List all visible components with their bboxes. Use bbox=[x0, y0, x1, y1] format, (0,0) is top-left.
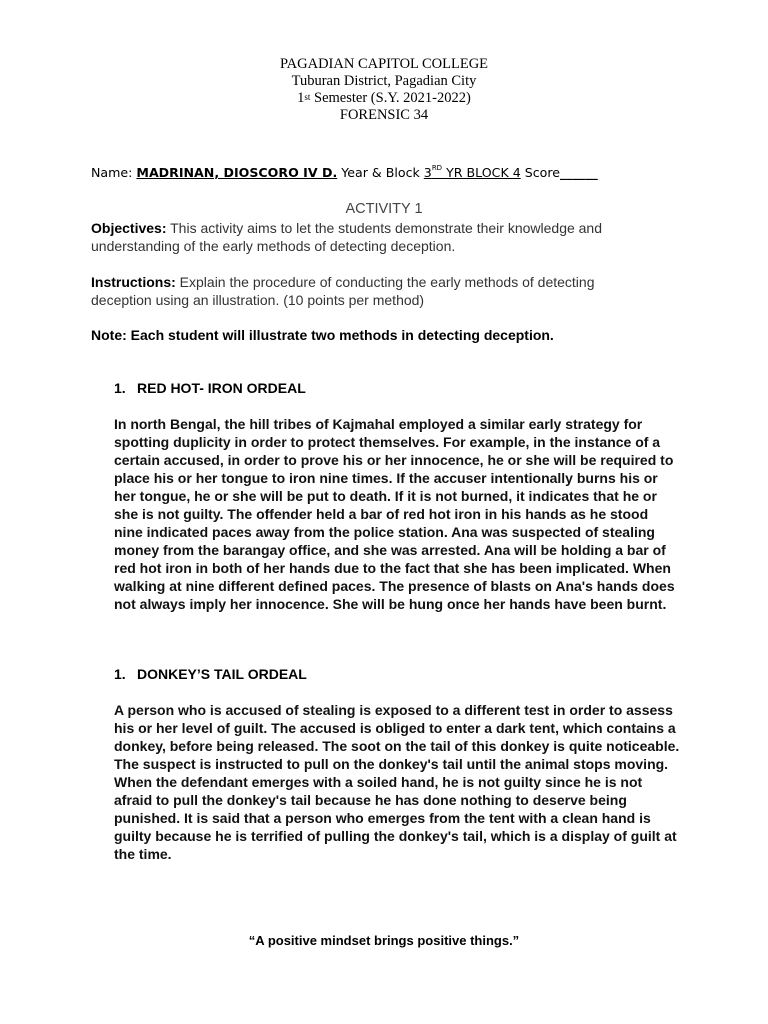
section-title-red-hot-iron: 1. RED HOT- IRON ORDEAL bbox=[114, 380, 306, 396]
student-name: MADRINAN, DIOSCORO IV D. bbox=[136, 165, 338, 180]
section-body-red-hot-iron: In north Bengal, the hill tribes of Kajmahal employed a similar early strategy for spotting duplicity in order to protect themselves. For example, in the instance of a certain accused, in order to prove his or her innocence, he or she will be required to place his or her tongue to iron nine times. If the accuser intentionally burns his or her tongue, he or she will be put to death. If it is not burned, it indicates that he or she is not guilty. The offender held a bar of red hot iron in his hands as he stood nine indicated paces away from the police station. Ana was suspected of stealing money from the barangay office, and she was arrested. Ana will be holding a bar of red hot iron in both of her hands due to the fact that she has been implicated. When walking at nine different defined paces. The presence of blasts on Ana's hands does not always imply her innocence. She will be hung once her hands have been burnt. bbox=[114, 416, 675, 612]
instructions-label: Instructions: bbox=[91, 274, 176, 290]
section-body-donkey-tail: A person who is accused of stealing is exposed to a different test in order to assess his or her level of guilt. The accused is obliged to enter a dark tent, which contains a donkey, before being released. The soot on the tail of this donkey is quite noticeable. The suspect is instructed to pull on the donkey's tail until the animal stops moving. When the defendant emerges with a soiled hand, he is not guilty since he is not afraid to pull the donkey's tail because he has done nothing to deserve being punished. It is said that a person who emerges from the tent with a clean hand is guilty because he is terrified of pulling the donkey's tail, which is a display of guilt at the time. bbox=[114, 702, 680, 862]
college-address: Tuburan District, Pagadian City bbox=[291, 73, 477, 89]
student-info-line bbox=[91, 165, 598, 180]
section-title-donkey-tail: 1. DONKEY’S TAIL ORDEAL bbox=[114, 666, 307, 682]
activity-title: ACTIVITY 1 bbox=[345, 201, 423, 217]
semester-line: 1st Semester (S.Y. 2021-2022) bbox=[297, 90, 471, 106]
note-line: Note: Each student will illustrate two methods in detecting deception. bbox=[91, 327, 554, 343]
year-block-value: 3RD YR BLOCK 4 bbox=[423, 164, 521, 180]
instructions-paragraph bbox=[91, 273, 651, 309]
objectives-text: This activity aims to let the students demonstrate their knowledge and understanding of the early methods of detecting deception. bbox=[91, 220, 603, 254]
instructions-text: Explain the procedure of conducting the early methods of detecting deception using an illustration. (10 points per method) bbox=[91, 274, 595, 308]
score-blank: ______ bbox=[560, 165, 598, 180]
year-block-label: Year & Block bbox=[337, 165, 424, 180]
footer-quote: “A positive mindset brings positive things.” bbox=[248, 933, 520, 948]
objectives-label: Objectives: bbox=[91, 220, 167, 236]
name-label: Name: bbox=[91, 165, 137, 180]
objectives-paragraph bbox=[91, 219, 651, 255]
college-name: PAGADIAN CAPITOL COLLEGE bbox=[279, 56, 489, 72]
course-code: FORENSIC 34 bbox=[339, 107, 429, 123]
score-label: Score bbox=[520, 165, 560, 180]
